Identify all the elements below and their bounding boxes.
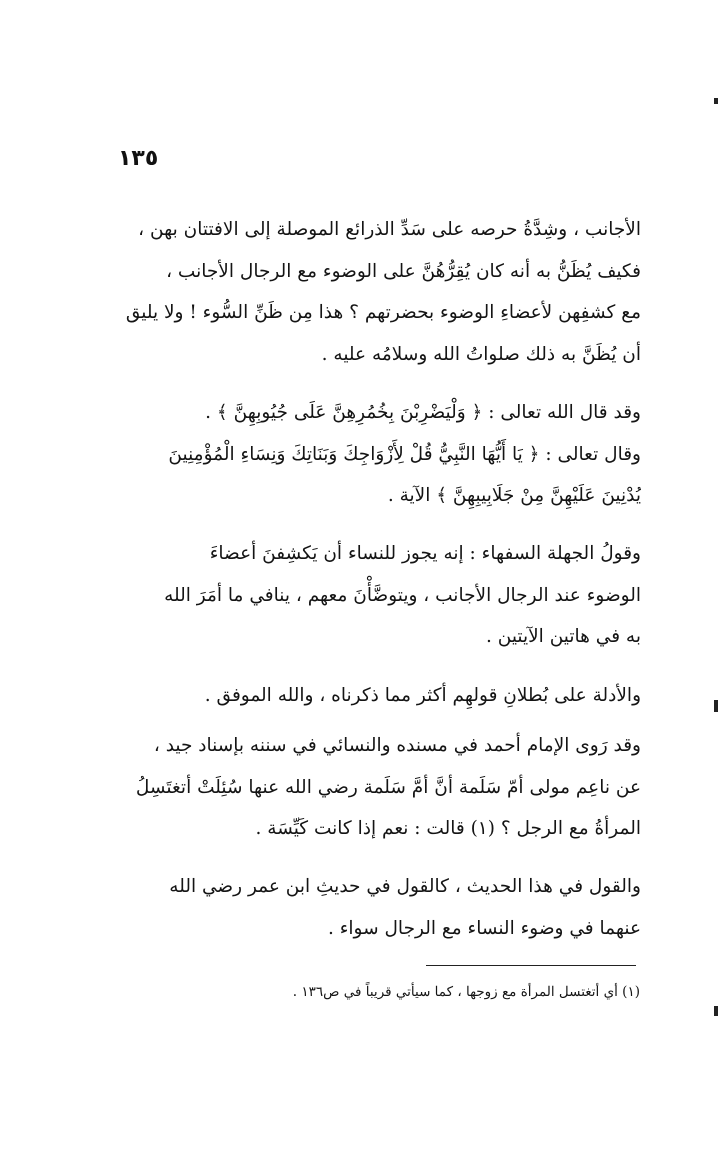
footnote-divider <box>426 965 636 966</box>
paragraph-6 <box>58 866 641 949</box>
page-number: ١٣٥ <box>118 146 159 171</box>
text-line: الأجانب ، وشِدَّةُ حرصه على سَدِّ الذرائع الموصلة إلى الافتتان بهن ، <box>138 219 641 240</box>
text-line: عن ناعِم مولى أمّ سَلَمة أنَّ أمَّ سَلَمة رضي الله عنها سُئِلَتْ أتغتَسِلُ <box>135 776 641 798</box>
text-line: وقال تعالى : ﴿ يَا أَيُّهَا النَّبِيُّ قُلْ لِأَزْوَاجِكَ وَبَنَاتِكَ وَنِسَاءِ الْمُؤْمِنِينَ <box>168 443 641 465</box>
text-line: الوضوء عند الرجال الأجانب ، ويتوضَّأْنَ معهم ، ينافي ما أمَرَ الله <box>164 584 641 606</box>
text-line: والقول في هذا الحديث ، كالقول في حديثِ ابن عمر رضي الله <box>169 876 641 897</box>
text-line: يُدْنِينَ عَلَيْهِنَّ مِنْ جَلَابِيبِهِنَّ ﴾ الآية . <box>387 485 641 506</box>
text-line: وقد رَوى الإمام أحمد في مسنده والنسائي في سننه بإسناد جيد ، <box>153 735 641 756</box>
paragraph-1 <box>58 209 641 375</box>
text-line: المرأةُ مع الرجل ؟ (١) قالت : نعم إذا كانت كَيِّسَة . <box>255 818 641 839</box>
text-line: أن يُظَنَّ به ذلك صلواتُ الله وسلامُه عليه . <box>321 343 641 365</box>
paragraph-5 <box>58 725 641 850</box>
scan-edge-mark <box>714 1006 718 1016</box>
text-line: وقولُ الجهلة السفهاء : إنه يجوز للنساء أن يَكشِفنَ أعضاءَ <box>209 543 641 564</box>
paragraph-2 <box>58 392 641 517</box>
scan-edge-mark <box>714 700 718 712</box>
text-line: به في هاتين الآيتين . <box>485 626 641 647</box>
text-line: فكيف يُظَنُّ به أنه كان يُقِرُّهُنَّ على الوضوء مع الرجال الأجانب ، <box>166 260 641 282</box>
paragraph-3 <box>58 533 641 658</box>
paragraph-4 <box>58 675 641 717</box>
text-line: عنهما في وضوء النساء مع الرجال سواء . <box>327 917 641 939</box>
text-line: والأدلة على بُطلانِ قولهِم أكثر مما ذكرناه ، والله الموفق . <box>204 685 641 706</box>
text-line: مع كشفِهن لأعضاءِ الوضوء بحضرتهم ؟ هذا مِن ظَنِّ السُّوء ! ولا يليق <box>125 302 641 323</box>
scan-edge-mark <box>714 98 718 104</box>
text-line: وقد قال الله تعالى : ﴿ وَلْيَضْرِبْنَ بِخُمُرِهِنَّ عَلَى جُيُوبِهِنَّ ﴾ . <box>205 402 641 423</box>
footnote: (١) أي أتغتسل المرأة مع زوجها ، كما سيأتي قريباً في ص١٣٦ . <box>292 984 640 1000</box>
